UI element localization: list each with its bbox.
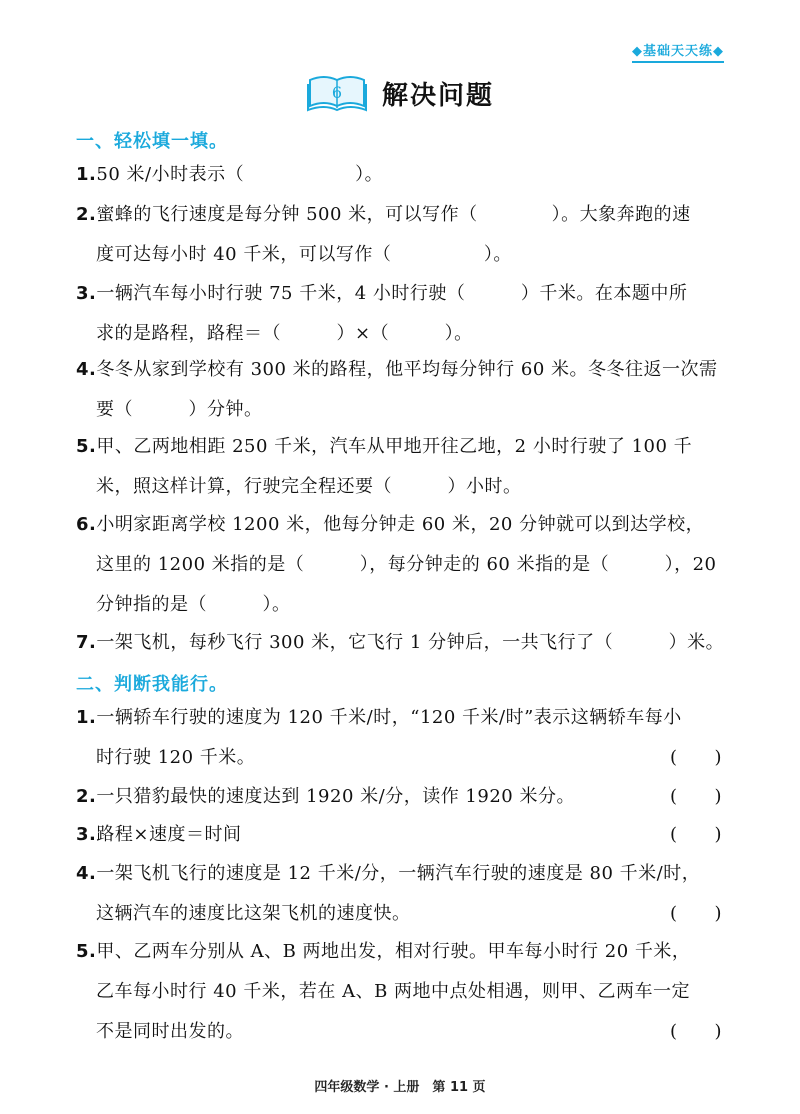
title-text: 解决问题 [381,80,494,111]
page-footer: 四年级数学 · 上册 第 11 页 [314,1080,486,1095]
question-number: 3. [76,824,97,845]
judge-question-4 [76,854,726,934]
question-line: 一架飞机飞行的速度是 12 千米/分，一辆汽车行驶的速度是 80 千米/时， [96,863,701,884]
section2-heading: 二、判断我能行。 [76,674,228,695]
question-line: 乙车每小时行 40 千米，若在 A、B 两地中点处相遇，则甲、乙两车一定 [96,981,691,1002]
question-number: 5. [76,941,97,962]
question-line: 路程×速度＝时间 [96,824,242,845]
page-title [0,72,800,114]
answer-parentheses[interactable]: ( ) [669,903,722,924]
lesson-number: 6 [331,83,343,102]
question-line: 一架飞机，每秒飞行 300 米，它飞行 1 分钟后，一共飞行了（ ）米。 [96,632,725,653]
question-number: 6. [76,514,97,535]
question-line: 甲、乙两车分别从 A、B 两地出发，相对行驶。甲车每小时行 20 千米， [96,941,691,962]
judge-question-5 [76,932,726,1052]
question-number: 1. [76,164,97,185]
answer-parentheses[interactable]: ( ) [669,747,722,768]
question-line: 求的是路程，路程＝（ ）×（ ）。 [96,323,473,344]
question-line: 一辆轿车行驶的速度为 120 千米/时，“120 千米/时”表示这辆轿车每小 [96,707,682,728]
question-number: 5. [76,436,97,457]
fill-question-7 [76,623,726,663]
question-number: 1. [76,707,97,728]
answer-parentheses[interactable]: ( ) [669,786,722,807]
fill-question-6 [76,505,726,625]
fill-question-4 [76,350,726,430]
fill-question-1 [76,155,726,195]
question-line: 蜜蜂的飞行速度是每分钟 500 米，可以写作（ ）。大象奔跑的速 [96,204,691,225]
question-line: 时行驶 120 千米。 [96,747,256,768]
question-line: 甲、乙两地相距 250 千米，汽车从甲地开往乙地，2 小时行驶了 100 千 [96,436,693,457]
question-line: 这里的 1200 米指的是（ ），每分钟走的 60 米指的是（ ），20 [96,554,717,575]
fill-question-5 [76,427,726,507]
series-tag: ◆基础天天练◆ [632,40,724,63]
question-line: 要（ ）分钟。 [96,399,263,420]
question-number: 4. [76,359,97,380]
open-book-icon [306,72,368,114]
judge-question-3 [76,815,726,855]
section1-heading: 一、轻松填一填。 [76,131,228,152]
answer-parentheses[interactable]: ( ) [669,824,722,845]
fill-question-2 [76,195,726,275]
fill-question-3 [76,274,726,354]
question-number: 2. [76,204,97,225]
question-number: 7. [76,632,97,653]
question-number: 4. [76,863,97,884]
question-line: 一辆汽车每小时行驶 75 千米，4 小时行驶（ ）千米。在本题中所 [96,283,688,304]
judge-question-2 [76,777,726,817]
question-number: 2. [76,786,97,807]
answer-parentheses[interactable]: ( ) [669,1021,722,1042]
question-line: 分钟指的是（ ）。 [96,594,291,615]
question-line: 50 米/小时表示（ ）。 [96,164,384,185]
question-line: 小明家距离学校 1200 米，他每分钟走 60 米，20 分钟就可以到达学校， [96,514,705,535]
question-line: 度可达每小时 40 千米，可以写作（ ）。 [96,244,512,265]
question-line: 冬冬从家到学校有 300 米的路程，他平均每分钟行 60 米。冬冬往返一次需 [96,359,718,380]
question-number: 3. [76,283,97,304]
question-line: 不是同时出发的。 [96,1021,244,1042]
question-line: 这辆汽车的速度比这架飞机的速度快。 [96,903,411,924]
question-line: 米，照这样计算，行驶完全程还要（ ）小时。 [96,476,522,497]
question-line: 一只猎豹最快的速度达到 1920 米/分，读作 1920 米分。 [96,786,575,807]
judge-question-1 [76,698,726,778]
